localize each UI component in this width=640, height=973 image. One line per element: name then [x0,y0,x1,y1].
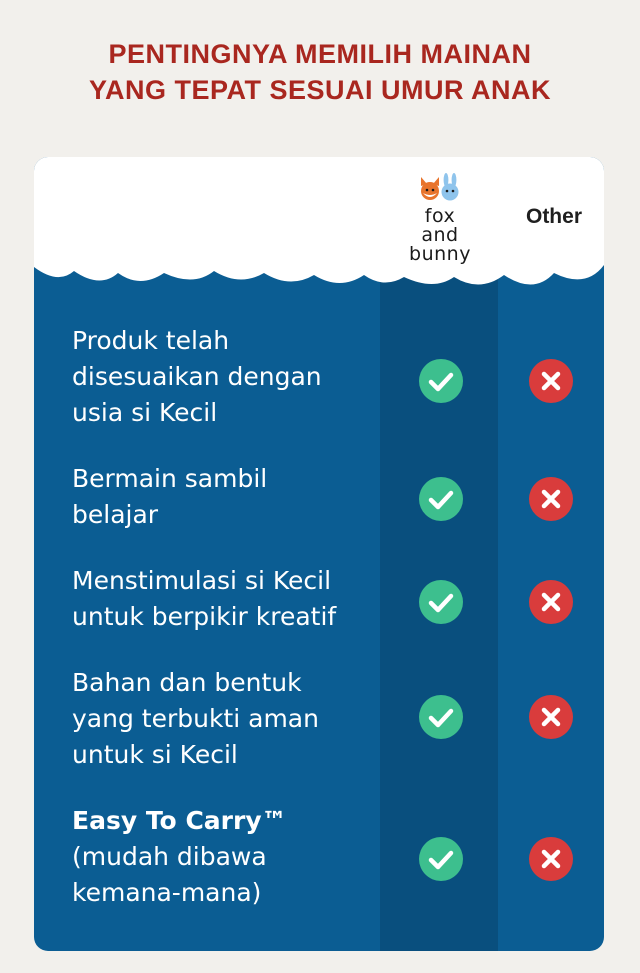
feature-row-5-label [72,803,382,911]
feature-row-4-label [72,665,382,773]
feature-line: kemana-mana) [72,878,262,907]
feature-line: untuk berpikir kreatif [72,602,337,631]
feature-trademark-title: Easy To Carry™ [72,806,287,835]
check-icon [419,477,463,521]
cross-icon [529,837,573,881]
feature-row-2-label [72,461,382,533]
comparison-card [34,157,604,951]
check-icon [419,695,463,739]
check-icon [419,837,463,881]
cross-icon [529,359,573,403]
cross-icon [529,477,573,521]
check-icon [419,580,463,624]
brand-header [381,171,499,271]
feature-line: disesuaikan dengan [72,362,322,391]
check-icon [419,359,463,403]
feature-line: Bahan dan bentuk [72,668,302,697]
feature-line: (mudah dibawa [72,842,267,871]
title-line-2: YANG TEPAT SESUAI UMUR ANAK [88,75,552,105]
title-line-1: PENTINGNYA MEMILIH MAINAN [108,39,532,69]
feature-line: yang terbukti aman [72,704,319,733]
feature-line: Produk telah [72,326,230,355]
cross-icon [529,580,573,624]
brand-word-2: and [421,224,459,246]
feature-line: usia si Kecil [72,398,218,427]
brand-wordmark [381,207,499,264]
feature-line: Bermain sambil [72,464,268,493]
feature-line: untuk si Kecil [72,740,238,769]
page-title [0,36,640,108]
brand-word-1: fox [424,205,456,227]
feature-line: belajar [72,500,159,529]
feature-row-3-label [72,563,382,635]
cross-icon [529,695,573,739]
feature-row-1-label [72,323,382,431]
brand-word-3: bunny [409,243,471,265]
other-column-header: Other [525,205,582,228]
cloud-header [34,157,604,307]
fox-and-bunny-logo-icon [418,173,462,203]
feature-line: Menstimulasi si Kecil [72,566,332,595]
